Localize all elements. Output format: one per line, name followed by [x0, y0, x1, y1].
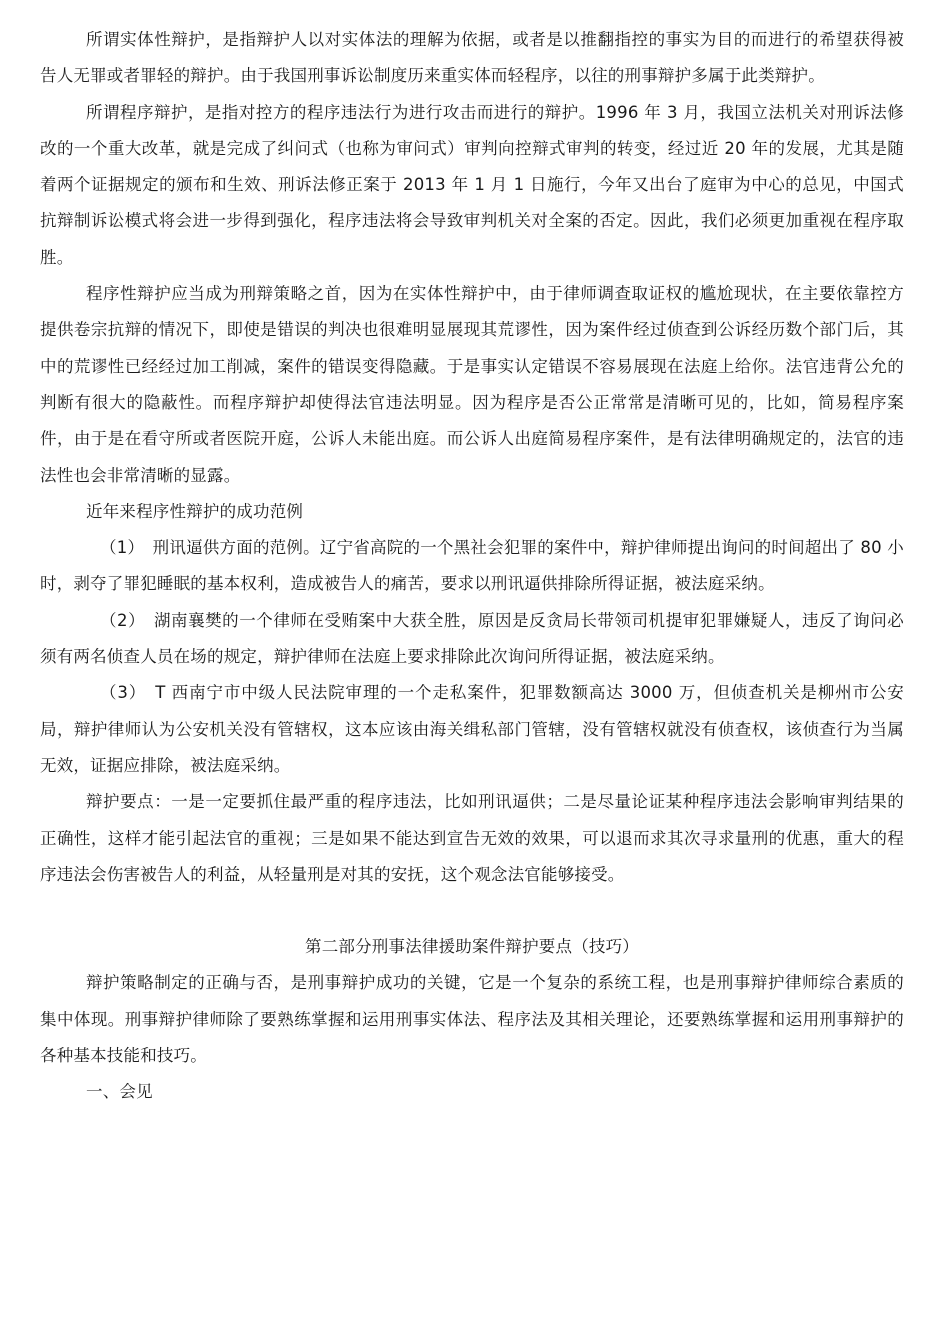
- example-item-1: （1） 刑讯逼供方面的范例。辽宁省高院的一个黑社会犯罪的案件中，辩护律师提出询问的时间超出了 80 小时，剥夺了罪犯睡眠的基本权利，造成被告人的痛苦，要求以刑讯逼供排除所得证据，被法庭采纳。: [40, 538, 904, 594]
- paragraph-procedural-defense: 所谓程序辩护，是指对控方的程序违法行为进行攻击而进行的辩护。1996 年 3 月，我国立法机关对刑诉法修改的一个重大改革，就是完成了纠问式（也称为审问式）审判向控辩式审判的转变，经过近 20 年的发展，尤其是随着两个证据规定的颁布和生效、刑诉法修正案于 2013 年 1 月 1 日施行，今年又出台了庭审为中心的总见，中国式抗辩制诉讼模式将会进一步得到强化，程序违法将会导致审判机关对全案的否定。因此，我们必须更加重视在程序取胜。: [40, 102, 904, 267]
- section-title: 第二部分刑事法律援助案件辩护要点（技巧）: [305, 937, 639, 957]
- section-spacer: [40, 893, 904, 929]
- example-item-2: （2） 湖南襄樊的一个律师在受贿案中大获全胜，原因是反贪局长带领司机提审犯罪嫌疑人，违反了询问必须有两名侦查人员在场的规定，辩护律师在法庭上要求排除此次询问所得证据，被法庭采纳。: [40, 610, 904, 667]
- paragraph-procedural-priority: 程序性辩护应当成为刑辩策略之首，因为在实体性辩护中，由于律师调查取证权的尴尬现状，在主要依靠控方提供卷宗抗辩的情况下，即使是错误的判决也很难明显展现其荒谬性，因为案件经过侦查到公诉经历数个部门后，其中的荒谬性已经经过加工削减，案件的错误变得隐藏。于是事实认定错误不容易展现在法庭上给你。法官违背公允的判断有很大的隐蔽性。而程序辩护却使得法官违法明显。因为程序是否公正常常是清晰可见的，比如，简易程序案件，由于是在看守所或者医院开庭，公诉人未能出庭。而公诉人出庭简易程序案件，是有法律明确规定的，法官的违法性也会非常清晰的显露。: [40, 284, 904, 485]
- subheading-meeting: 一、会见: [86, 1082, 153, 1102]
- paragraph-section-intro: 辩护策略制定的正确与否，是刑事辩护成功的关键，它是一个复杂的系统工程，也是刑事辩护律师综合素质的集中体现。刑事辩护律师除了要熟练掌握和运用刑事实体法、程序法及其相关理论，还要熟练掌握和运用刑事辩护的各种基本技能和技巧。: [40, 973, 904, 1066]
- paragraph-key-points: 辩护要点：一是一定要抓住最严重的程序违法，比如刑讯逼供；二是尽量论证某种程序违法会影响审判结果的正确性，这样才能引起法官的重视；三是如果不能达到宣告无效的效果，可以退而求其次寻求量刑的优惠，重大的程序违法会伤害被告人的利益，从轻量刑是对其的安抚，这个观念法官能够接受。: [40, 792, 904, 884]
- paragraph-substantive-defense: 所谓实体性辩护，是指辩护人以对实体法的理解为依据，或者是以推翻指控的事实为目的而进行的希望获得被告人无罪或者罪轻的辩护。由于我国刑事诉讼制度历来重实体而轻程序，以往的刑事辩护多属于此类辩护。: [40, 30, 904, 86]
- paragraph-examples-heading: 近年来程序性辩护的成功范例: [86, 501, 304, 521]
- example-item-3: （3） T 西南宁市中级人民法院审理的一个走私案件，犯罪数额高达 3000 万，但侦查机关是柳州市公安局，辩护律师认为公安机关没有管辖权，这本应该由海关缉私部门管辖，没有管辖权就没有侦查权，该侦查行为当属无效，证据应排除，被法庭采纳。: [40, 683, 904, 775]
